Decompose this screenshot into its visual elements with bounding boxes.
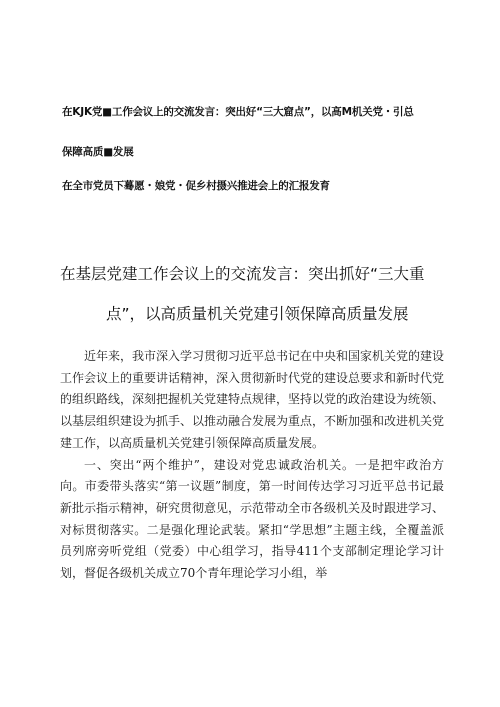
body-paragraph-2: 一、突出“两个维护”，建设对党忠诚政治机关。一是把牢政治方向。市委带头落实“第一议题”制度，第一时间传达学习习近平总书记最新批示指示精神，研究贯彻意见，示范带动全市各级机关及时跟进学习、对标贯彻落实。二是强化理论武装。紧扣“学思想”主题主线，全覆盖派员列席旁听党组（党委）中心组学习，指导411个支部制定理论学习计划，督促各级机关成立70个青年理论学习小组，举 [60,457,445,581]
document-title-line-1: 在基层党建工作会议上的交流发言：突出抓好“三大重 [60,265,425,283]
toc-entry-2[interactable]: 在全市党员下蓦愿・娘党・促乡村摄兴推进会上的汇报发育 [62,180,330,192]
body-paragraph-1: 近年来，我市深入学习贯彻习近平总书记在中央和国家机关党的建设工作会议上的重要讲话精神，深入贯彻新时代党的建设总要求和新时代党的组织路线，深刻把握机关党建特点规律，坚持以党的政治建设为统领、以基层组织建设为抓手、以推动融合发展为重点，不断加强和改进机关党建工作，以高质量机关党建引领保障高质量发展。 [60,349,445,450]
toc-entry-1[interactable]: 在KJK党■工作会议上的交流发言：突出好“三大窟点”，以高M机关党・引总 [62,106,414,118]
document-body [60,346,444,585]
toc-entry-1-continued[interactable]: 保障高质■发展 [62,146,134,158]
document-title [60,254,450,334]
document-title-line-2: 点”，以高质量机关党建引领保障高质量发展 [106,305,409,323]
